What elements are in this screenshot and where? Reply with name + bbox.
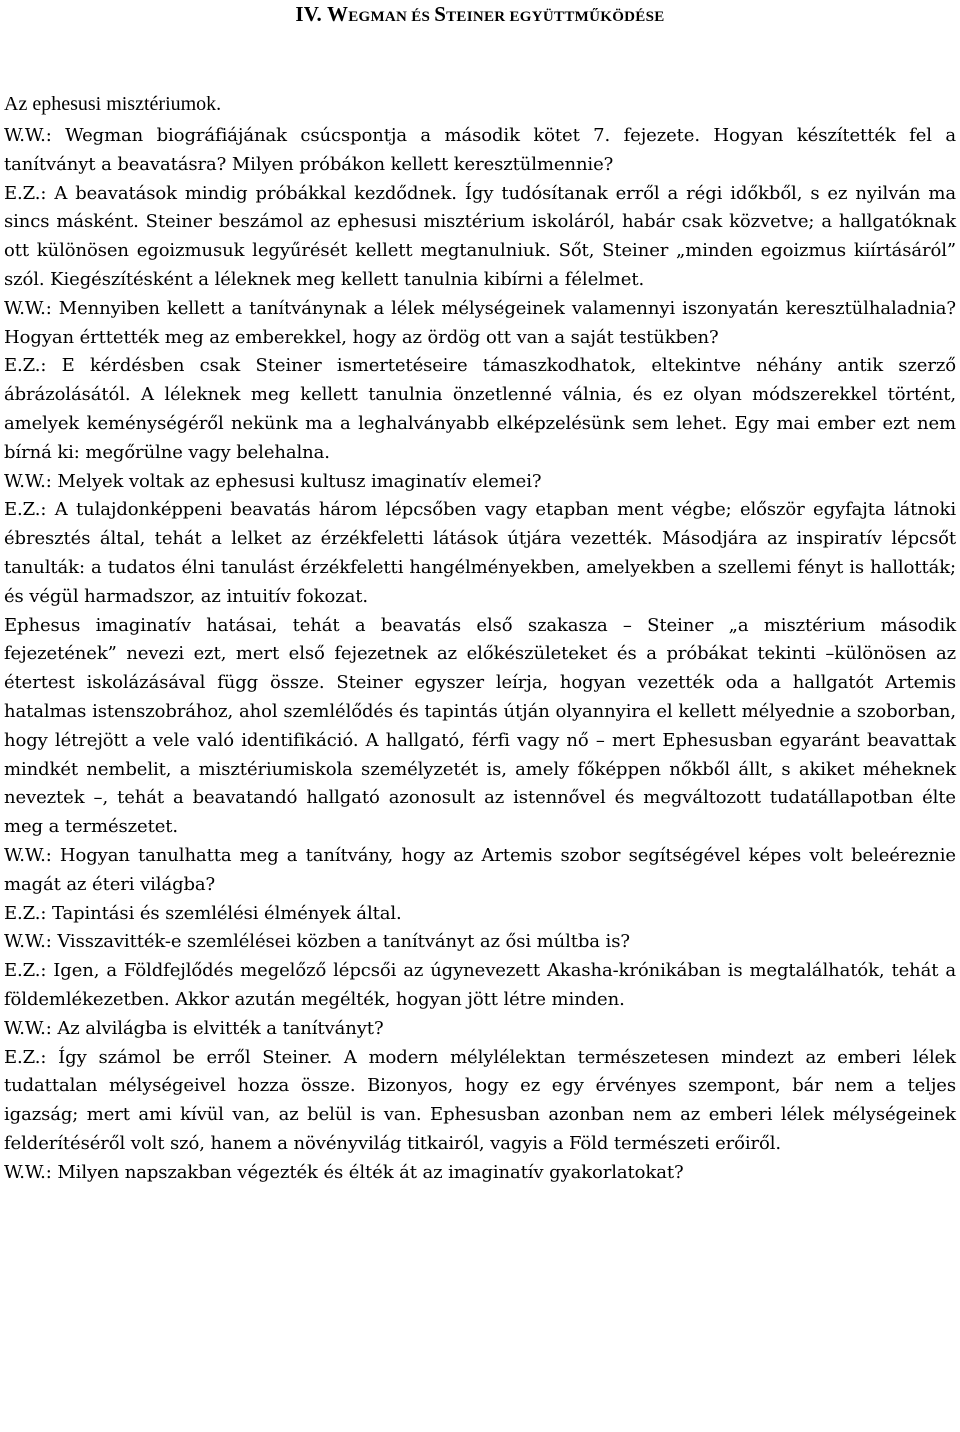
heading-capital-s: S — [434, 2, 447, 26]
interview-body — [4, 122, 956, 1187]
paragraph: W.W.: Hogyan tanulhatta meg a tanítvány, hogy az Artemis szobor segítségével képes volt beleéreznie magát az éteri világba? — [4, 844, 956, 895]
paragraph: E.Z.: A beavatások mindig próbákkal kezdődnek. Így tudósítanak erről a régi időkből, s ez nyilván ma sincs másként. Steiner beszámol az ephesusi misztérium iskoláról, habár csak közvetve; a hallgatóknak ott különösen egoizmusuk legyűrését kellett megtanulniuk. Sőt, Steiner „minden egoizmus kiírtásáról” szól. Kiegészítésként a léleknek meg kellett tanulnia kibírni a félelmet. — [4, 182, 956, 290]
paragraph: W.W.: Visszavitték-e szemlélései közben a tanítványt az ősi múltba is? — [4, 931, 630, 953]
paragraph: W.W.: Melyek voltak az ephesusi kultusz imaginatív elemei? — [4, 470, 542, 492]
paragraph: E.Z.: Igen, a Földfejlődés megelőző lépcsői az úgynevezett Akasha-krónikában is megtalálhatók, tehát a földemlékezetben. Akkor azután megélték, hogyan jött létre minden. — [4, 960, 956, 1010]
paragraph: Ephesus imaginatív hatásai, tehát a beavatás első szakasza – Steiner „a misztérium második fejezetének” nevezi ezt, mert első fejezetnek az előkészületeket és a próbákat tekinti –különösen az étertest iskolázásával függ össze. Steiner egyszer leírja, hogyan vezették oda a hallgatót Artemis hatalmas istenszobrához, ahol szemlélődés és tapintás útján olyannyira el kellett mélyednie a szoborban, hogy létrejött a vele való identifikáció. A hallgató, férfi vagy nő – mert Ephesusban egyaránt beavattak mindkét nembelit, a misztériumiskola személyzetét is, amely főképpen nőkből állt, s akiket méheknek neveztek –, tehát a beavatandó hallgató azonosult az istennővel és megváltozott tudatállapotban élte meg a természetet. — [4, 614, 956, 838]
paragraph: E.Z.: Tapintási és szemlélési élmények által. — [4, 902, 402, 924]
paragraph: W.W.: Az alvilágba is elvitték a tanítványt? — [4, 1017, 384, 1039]
heading-smallcaps-1: EGMAN ÉS — [348, 9, 435, 25]
paragraph: E.Z.: E kérdésben csak Steiner ismertetéseire támaszkodhatok, eltekintve néhány antik szerző ábrázolásától. A léleknek meg kellett tanulnia önzetlenné válnia, és ez olyan módszerekkel történt, amelyek keménységéről nekünk ma a leghalványabb elképzelésünk sem lehet. Egy mai ember ezt nem bírná ki: megőrülne vagy belehalna. — [4, 355, 956, 463]
chapter-heading — [4, 0, 956, 31]
paragraph: W.W.: Mennyiben kellett a tanítványnak a lélek mélységeinek valamennyi iszonyatán keresztülhaladnia? Hogyan érttették meg az emberekkel, hogy az ördög ott van a saját testükben? — [4, 297, 956, 348]
heading-smallcaps-2: TEINER EGYÜTTMŰKÖDÉSE — [446, 9, 665, 25]
section-subtitle: Az ephesusi misztériumok. — [4, 93, 222, 115]
paragraph: W.W.: Milyen napszakban végezték és élték át az imaginatív gyakorlatokat? — [4, 1161, 684, 1183]
heading-prefix: IV. W — [295, 2, 349, 26]
paragraph: E.Z.: A tulajdonképpeni beavatás három lépcsőben vagy etapban ment végbe; először egyfajta látnoki ébresztés által, tehát a lelket az érzékfeletti látások útjára vezették. Másodjára az inspiratív lépcsőt tanulták: a tudatos élni tanulást érzékfeletti hangélményekben, amelyekben a szellemi fényt is hallották; és végül harmadszor, az intuitív fokozat. — [4, 499, 956, 607]
paragraph: E.Z.: Így számol be erről Steiner. A modern mélylélektan természetesen mindezt az emberi lélek tudattalan mélységeivel hozza össze. Bizonyos, hogy ez egy érvényes szempont, bár nem a teljes igazság; mert ami kívül van, az belül is van. Ephesusban azonban nem az emberi lélek mélységeinek felderítéséről volt szó, hanem a növényvilág titkairól, vagyis a Föld természeti erőiről. — [4, 1046, 956, 1154]
paragraph: W.W.: Wegman biográfiájának csúcspontja a második kötet 7. fejezete. Hogyan készítették fel a tanítványt a beavatásra? Milyen próbákon kellett keresztülmennie? — [4, 125, 956, 175]
